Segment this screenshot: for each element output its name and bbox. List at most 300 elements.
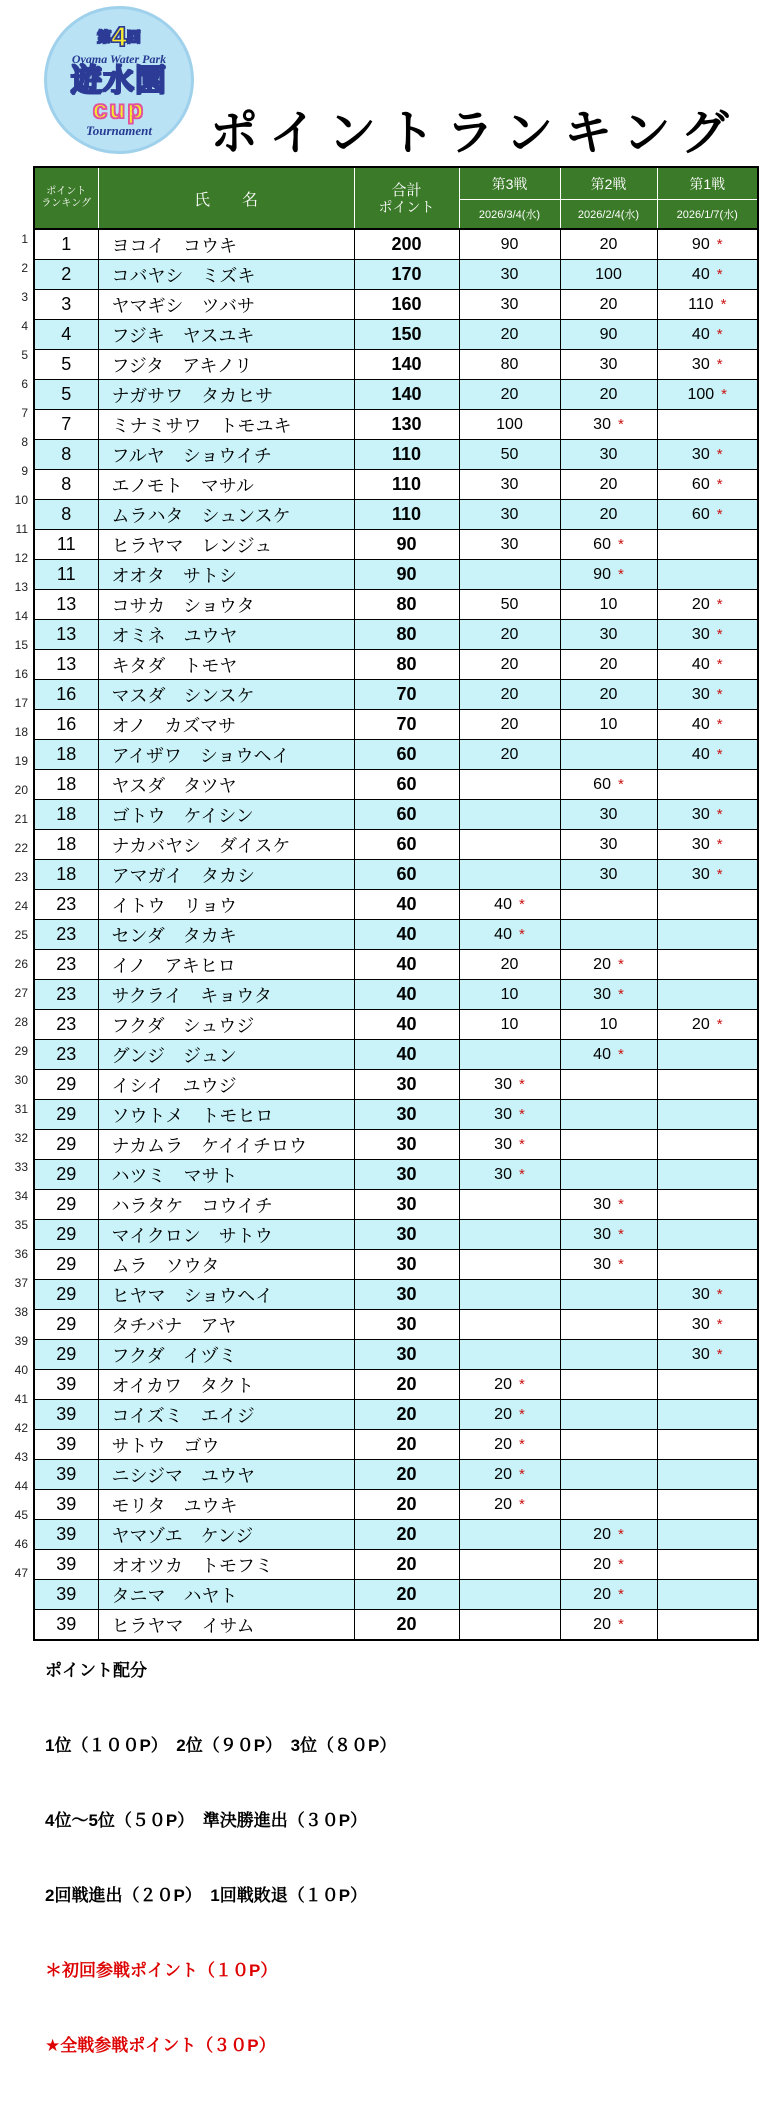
logo-edition: 第4回 bbox=[97, 21, 141, 53]
total-points-cell: 20 bbox=[354, 1580, 459, 1610]
round-points-cell bbox=[657, 590, 758, 620]
row-number: 30 bbox=[14, 1073, 28, 1087]
total-points-cell: 170 bbox=[354, 260, 459, 290]
round-points-cell bbox=[657, 920, 758, 950]
round-points-value: 20 bbox=[494, 1375, 512, 1393]
total-points-cell: 80 bbox=[354, 620, 459, 650]
rank-cell: 7 bbox=[34, 410, 98, 440]
round-points-cell bbox=[657, 710, 758, 740]
row-number: 28 bbox=[14, 1015, 28, 1029]
total-points-cell: 80 bbox=[354, 650, 459, 680]
total-points-cell: 20 bbox=[354, 1550, 459, 1580]
round-points-value: 10 bbox=[599, 1015, 618, 1033]
round-points-cell bbox=[459, 830, 560, 860]
round-points-cell bbox=[459, 680, 560, 710]
rank-cell: 39 bbox=[34, 1400, 98, 1430]
total-points-cell: 60 bbox=[354, 800, 459, 830]
first-entry-asterisk: * bbox=[716, 835, 723, 853]
player-name-cell: オミネ ユウヤ bbox=[98, 620, 354, 650]
player-name-cell: タチバナ アヤ bbox=[98, 1310, 354, 1340]
round-points-cell bbox=[657, 560, 758, 590]
table-row bbox=[34, 1070, 758, 1100]
round-points-value: 20 bbox=[599, 235, 618, 253]
player-name-cell: キタダ トモヤ bbox=[98, 650, 354, 680]
round-points-value: 100 bbox=[687, 385, 715, 403]
player-name-cell: イノ アキヒロ bbox=[98, 950, 354, 980]
rank-cell: 29 bbox=[34, 1340, 98, 1370]
round-points-cell bbox=[459, 290, 560, 320]
round-points-cell bbox=[459, 1100, 560, 1130]
table-row bbox=[34, 290, 758, 320]
round-points-value: 30 bbox=[691, 355, 710, 373]
round-points-cell bbox=[560, 410, 657, 440]
total-points-cell: 140 bbox=[354, 380, 459, 410]
round-points-cell bbox=[459, 1250, 560, 1280]
first-entry-asterisk: * bbox=[716, 865, 723, 883]
total-points-cell: 20 bbox=[354, 1430, 459, 1460]
round-points-value: 20 bbox=[691, 1015, 710, 1033]
row-number: 47 bbox=[14, 1566, 28, 1580]
round-points-cell bbox=[560, 470, 657, 500]
legend-line: 2回戦進出（２０P） 1回戦敗退（１０P） bbox=[45, 1886, 368, 1905]
round-points-cell bbox=[657, 1520, 758, 1550]
player-name-cell: フジタ アキノリ bbox=[98, 350, 354, 380]
header-name: 氏 名 bbox=[98, 167, 354, 229]
round-points-cell bbox=[657, 1310, 758, 1340]
row-number: 3 bbox=[21, 290, 28, 304]
round-points-value: 40 bbox=[691, 265, 710, 283]
round-points-cell bbox=[560, 350, 657, 380]
round-points-value: 30 bbox=[593, 415, 611, 433]
player-name-cell: オオツカ トモフミ bbox=[98, 1550, 354, 1580]
round-points-value: 20 bbox=[593, 1555, 611, 1573]
row-number: 42 bbox=[14, 1421, 28, 1435]
round-points-cell bbox=[459, 1550, 560, 1580]
round-points-cell bbox=[657, 470, 758, 500]
round-points-value: 10 bbox=[500, 1015, 519, 1033]
round-points-value: 30 bbox=[691, 625, 710, 643]
round-points-value: 30 bbox=[593, 1255, 611, 1273]
first-entry-asterisk: * bbox=[617, 1225, 624, 1243]
round-points-value: 30 bbox=[691, 805, 710, 823]
table-row bbox=[34, 1100, 758, 1130]
total-points-cell: 30 bbox=[354, 1280, 459, 1310]
table-row bbox=[34, 1370, 758, 1400]
round-points-cell bbox=[657, 380, 758, 410]
round-points-cell bbox=[560, 830, 657, 860]
first-entry-asterisk: * bbox=[720, 295, 727, 313]
rank-cell: 13 bbox=[34, 620, 98, 650]
round-points-cell bbox=[560, 1130, 657, 1160]
rank-cell: 29 bbox=[34, 1100, 98, 1130]
total-points-cell: 40 bbox=[354, 950, 459, 980]
table-row bbox=[34, 830, 758, 860]
round-points-value: 80 bbox=[500, 355, 519, 373]
round-points-value: 20 bbox=[599, 685, 618, 703]
round-points-value: 20 bbox=[593, 1615, 611, 1633]
first-entry-asterisk: * bbox=[518, 1075, 525, 1093]
total-points-cell: 40 bbox=[354, 980, 459, 1010]
table-row bbox=[34, 470, 758, 500]
round-points-cell bbox=[459, 1070, 560, 1100]
round-points-cell bbox=[459, 1340, 560, 1370]
total-points-cell: 80 bbox=[354, 590, 459, 620]
round-points-value: 30 bbox=[691, 865, 710, 883]
first-entry-asterisk: * bbox=[617, 955, 624, 973]
round-points-cell bbox=[459, 1460, 560, 1490]
row-number: 11 bbox=[15, 522, 28, 536]
table-row bbox=[34, 650, 758, 680]
round-points-value: 90 bbox=[593, 565, 611, 583]
round-points-value: 30 bbox=[691, 445, 710, 463]
row-number: 34 bbox=[14, 1189, 28, 1203]
round-points-cell bbox=[459, 770, 560, 800]
first-entry-asterisk: * bbox=[518, 1405, 525, 1423]
round-points-value: 30 bbox=[599, 805, 618, 823]
round-points-value: 20 bbox=[593, 1585, 611, 1603]
round-points-value: 20 bbox=[593, 955, 611, 973]
round-points-cell bbox=[657, 1460, 758, 1490]
round-points-cell bbox=[459, 980, 560, 1010]
table-row bbox=[34, 500, 758, 530]
round-points-value: 30 bbox=[494, 1075, 512, 1093]
table-row bbox=[34, 1040, 758, 1070]
first-entry-asterisk: * bbox=[716, 355, 723, 373]
rank-cell: 2 bbox=[34, 260, 98, 290]
player-name-cell: イシイ ユウジ bbox=[98, 1070, 354, 1100]
round-points-cell bbox=[560, 1070, 657, 1100]
row-number: 16 bbox=[14, 667, 28, 681]
round-points-cell bbox=[657, 1220, 758, 1250]
row-number: 35 bbox=[14, 1218, 28, 1232]
row-number: 14 bbox=[14, 609, 28, 623]
row-number: 15 bbox=[14, 638, 28, 652]
round-points-value: 20 bbox=[494, 1495, 512, 1513]
round-points-value: 40 bbox=[494, 925, 512, 943]
total-points-cell: 60 bbox=[354, 830, 459, 860]
player-name-cell: ヤスダ タツヤ bbox=[98, 770, 354, 800]
table-row bbox=[34, 950, 758, 980]
total-points-cell: 30 bbox=[354, 1130, 459, 1160]
player-name-cell: マイクロン サトウ bbox=[98, 1220, 354, 1250]
player-name-cell: オノ カズマサ bbox=[98, 710, 354, 740]
logo-cup-text: cup bbox=[92, 93, 146, 124]
round-points-cell bbox=[459, 1490, 560, 1520]
round-points-cell bbox=[560, 1340, 657, 1370]
round-points-cell bbox=[459, 260, 560, 290]
player-name-cell: ムラハタ シュンスケ bbox=[98, 500, 354, 530]
legend-line: 4位～5位（５０P） 準決勝進出（３０P） bbox=[45, 1811, 368, 1830]
header-round-1: 第1戦 bbox=[657, 167, 758, 200]
player-name-cell: ヒラヤマ イサム bbox=[98, 1610, 354, 1641]
round-points-cell bbox=[459, 560, 560, 590]
table-row bbox=[34, 980, 758, 1010]
round-points-cell bbox=[657, 1280, 758, 1310]
rank-cell: 5 bbox=[34, 380, 98, 410]
round-points-cell bbox=[657, 650, 758, 680]
rank-cell: 23 bbox=[34, 920, 98, 950]
first-entry-asterisk: * bbox=[716, 325, 723, 343]
round-points-value: 30 bbox=[500, 535, 519, 553]
player-name-cell: コサカ ショウタ bbox=[98, 590, 354, 620]
first-entry-asterisk: * bbox=[617, 1525, 624, 1543]
round-points-value: 30 bbox=[691, 1285, 710, 1303]
round-points-cell bbox=[657, 830, 758, 860]
row-number: 10 bbox=[14, 493, 28, 507]
row-number: 21 bbox=[14, 812, 28, 826]
first-entry-asterisk: * bbox=[617, 1195, 624, 1213]
round-points-cell bbox=[459, 410, 560, 440]
table-row bbox=[34, 229, 758, 260]
round-points-cell bbox=[459, 650, 560, 680]
total-points-cell: 20 bbox=[354, 1460, 459, 1490]
round-points-cell bbox=[459, 1220, 560, 1250]
player-name-cell: マスダ シンスケ bbox=[98, 680, 354, 710]
round-points-value: 30 bbox=[500, 505, 519, 523]
round-points-cell bbox=[560, 800, 657, 830]
row-number: 1 bbox=[21, 232, 28, 246]
rank-cell: 39 bbox=[34, 1490, 98, 1520]
header-round-2: 第2戦 bbox=[560, 167, 657, 200]
total-points-cell: 30 bbox=[354, 1070, 459, 1100]
round-points-cell bbox=[459, 1580, 560, 1610]
round-points-cell bbox=[657, 620, 758, 650]
round-points-value: 20 bbox=[494, 1435, 512, 1453]
player-name-cell: モリタ ユウキ bbox=[98, 1490, 354, 1520]
row-number: 33 bbox=[14, 1160, 28, 1174]
round-points-cell bbox=[459, 860, 560, 890]
round-points-cell bbox=[560, 860, 657, 890]
rank-cell: 11 bbox=[34, 560, 98, 590]
row-number: 32 bbox=[14, 1131, 28, 1145]
round-points-value: 30 bbox=[599, 865, 618, 883]
round-points-cell bbox=[459, 380, 560, 410]
total-points-cell: 40 bbox=[354, 1010, 459, 1040]
round-points-cell bbox=[657, 1070, 758, 1100]
round-points-cell bbox=[459, 320, 560, 350]
player-name-cell: グンジ ジュン bbox=[98, 1040, 354, 1070]
rank-cell: 29 bbox=[34, 1160, 98, 1190]
first-entry-asterisk: * bbox=[716, 475, 723, 493]
round-points-cell bbox=[560, 920, 657, 950]
total-points-cell: 30 bbox=[354, 1100, 459, 1130]
rank-cell: 39 bbox=[34, 1550, 98, 1580]
total-points-cell: 20 bbox=[354, 1370, 459, 1400]
table-row bbox=[34, 1310, 758, 1340]
player-name-cell: コバヤシ ミズキ bbox=[98, 260, 354, 290]
rank-cell: 29 bbox=[34, 1190, 98, 1220]
rank-cell: 11 bbox=[34, 530, 98, 560]
round-points-cell bbox=[657, 1370, 758, 1400]
total-points-cell: 40 bbox=[354, 920, 459, 950]
rank-cell: 16 bbox=[34, 680, 98, 710]
total-points-cell: 110 bbox=[354, 470, 459, 500]
total-points-cell: 20 bbox=[354, 1610, 459, 1641]
round-points-cell bbox=[657, 1400, 758, 1430]
player-name-cell: フジキ ヤスユキ bbox=[98, 320, 354, 350]
round-points-cell bbox=[560, 1550, 657, 1580]
rank-cell: 18 bbox=[34, 830, 98, 860]
round-points-cell bbox=[560, 1400, 657, 1430]
round-points-cell bbox=[459, 1430, 560, 1460]
round-points-cell bbox=[657, 1190, 758, 1220]
rank-cell: 18 bbox=[34, 800, 98, 830]
player-name-cell: アイザワ ショウヘイ bbox=[98, 740, 354, 770]
round-points-cell bbox=[459, 1160, 560, 1190]
round-points-cell bbox=[560, 1220, 657, 1250]
player-name-cell: サトウ ゴウ bbox=[98, 1430, 354, 1460]
row-number: 38 bbox=[14, 1305, 28, 1319]
rank-cell: 29 bbox=[34, 1310, 98, 1340]
round-points-cell bbox=[560, 500, 657, 530]
player-name-cell: コイズミ エイジ bbox=[98, 1400, 354, 1430]
logo-park-name: Oyama Water Park bbox=[71, 51, 167, 66]
round-points-cell bbox=[560, 229, 657, 260]
round-points-cell bbox=[657, 890, 758, 920]
first-entry-asterisk: * bbox=[617, 1555, 624, 1573]
total-points-cell: 30 bbox=[354, 1310, 459, 1340]
round-points-value: 30 bbox=[599, 355, 618, 373]
legend-line: 1位（１００P） 2位（９０P） 3位（８０P） bbox=[45, 1736, 397, 1755]
row-number: 5 bbox=[21, 348, 28, 362]
logo-park-kanji: 遊水園 bbox=[71, 63, 167, 99]
round-points-cell bbox=[657, 1610, 758, 1641]
round-points-cell bbox=[560, 740, 657, 770]
round-points-value: 30 bbox=[593, 985, 611, 1003]
table-row bbox=[34, 1460, 758, 1490]
player-name-cell: ムラ ソウタ bbox=[98, 1250, 354, 1280]
round-points-value: 20 bbox=[500, 385, 519, 403]
round-points-cell bbox=[657, 860, 758, 890]
first-entry-asterisk: * bbox=[716, 715, 723, 733]
round-points-value: 20 bbox=[500, 625, 519, 643]
first-entry-asterisk: * bbox=[716, 505, 723, 523]
rank-cell: 39 bbox=[34, 1610, 98, 1641]
round-points-cell bbox=[459, 590, 560, 620]
total-points-cell: 200 bbox=[354, 229, 459, 260]
round-points-cell bbox=[560, 440, 657, 470]
round-points-value: 20 bbox=[599, 655, 618, 673]
table-row bbox=[34, 1550, 758, 1580]
first-entry-asterisk: * bbox=[617, 1585, 624, 1603]
round-points-cell bbox=[657, 500, 758, 530]
row-number: 13 bbox=[14, 580, 28, 594]
header-round-3: 第3戦 bbox=[459, 167, 560, 200]
row-number: 24 bbox=[14, 899, 28, 913]
round-points-cell bbox=[657, 950, 758, 980]
rank-cell: 8 bbox=[34, 500, 98, 530]
row-number: 39 bbox=[14, 1334, 28, 1348]
player-name-cell: ヒラヤマ レンジュ bbox=[98, 530, 354, 560]
rank-cell: 29 bbox=[34, 1280, 98, 1310]
round-points-cell bbox=[657, 320, 758, 350]
table-row bbox=[34, 560, 758, 590]
round-points-cell bbox=[657, 1250, 758, 1280]
round-points-cell bbox=[657, 1010, 758, 1040]
table-row bbox=[34, 860, 758, 890]
round-points-cell bbox=[560, 1190, 657, 1220]
round-points-cell bbox=[459, 350, 560, 380]
round-points-value: 20 bbox=[494, 1465, 512, 1483]
round-points-cell bbox=[459, 500, 560, 530]
round-points-value: 20 bbox=[500, 325, 519, 343]
round-points-cell bbox=[560, 1010, 657, 1040]
player-name-cell: ニシジマ ユウヤ bbox=[98, 1460, 354, 1490]
round-points-value: 20 bbox=[500, 955, 519, 973]
round-points-value: 30 bbox=[500, 475, 519, 493]
round-points-cell bbox=[657, 800, 758, 830]
first-entry-asterisk: * bbox=[617, 415, 624, 433]
legend-first-entry: ＊初回参戦ポイント（１０P） bbox=[45, 1961, 278, 1980]
round-points-cell bbox=[459, 710, 560, 740]
table-row bbox=[34, 1520, 758, 1550]
round-points-value: 40 bbox=[691, 655, 710, 673]
round-points-value: 30 bbox=[494, 1135, 512, 1153]
player-name-cell: ヤマギシ ツバサ bbox=[98, 290, 354, 320]
round-points-cell bbox=[459, 1190, 560, 1220]
table-row bbox=[34, 1250, 758, 1280]
row-number: 12 bbox=[14, 551, 28, 565]
round-points-cell bbox=[560, 290, 657, 320]
first-entry-asterisk: * bbox=[518, 1165, 525, 1183]
table-row bbox=[34, 320, 758, 350]
round-points-value: 20 bbox=[599, 385, 618, 403]
round-points-cell bbox=[459, 890, 560, 920]
player-name-cell: フルヤ ショウイチ bbox=[98, 440, 354, 470]
points-legend bbox=[45, 1608, 396, 2108]
row-number: 27 bbox=[14, 986, 28, 1000]
first-entry-asterisk: * bbox=[716, 1285, 723, 1303]
rank-cell: 23 bbox=[34, 1040, 98, 1070]
round-points-cell bbox=[459, 1310, 560, 1340]
row-number: 7 bbox=[21, 406, 28, 420]
rank-cell: 39 bbox=[34, 1430, 98, 1460]
total-points-cell: 70 bbox=[354, 680, 459, 710]
row-number: 20 bbox=[14, 783, 28, 797]
row-number: 18 bbox=[14, 725, 28, 739]
round-points-cell bbox=[560, 890, 657, 920]
row-number: 40 bbox=[14, 1363, 28, 1377]
rank-cell: 13 bbox=[34, 650, 98, 680]
round-points-cell bbox=[560, 1040, 657, 1070]
round-points-cell bbox=[459, 1130, 560, 1160]
round-points-value: 60 bbox=[691, 475, 710, 493]
round-points-cell bbox=[560, 1580, 657, 1610]
round-points-cell bbox=[459, 1280, 560, 1310]
row-number: 29 bbox=[14, 1044, 28, 1058]
total-points-cell: 30 bbox=[354, 1220, 459, 1250]
table-row bbox=[34, 740, 758, 770]
total-points-cell: 30 bbox=[354, 1250, 459, 1280]
row-number: 8 bbox=[21, 435, 28, 449]
round-points-cell bbox=[657, 1040, 758, 1070]
legend-title: ポイント配分 bbox=[45, 1661, 147, 1680]
header-total: 合計 ポイント bbox=[354, 167, 459, 229]
round-points-value: 50 bbox=[500, 595, 519, 613]
total-points-cell: 110 bbox=[354, 500, 459, 530]
round-points-value: 100 bbox=[496, 415, 523, 433]
rank-cell: 23 bbox=[34, 980, 98, 1010]
round-points-cell bbox=[459, 620, 560, 650]
table-row bbox=[34, 380, 758, 410]
row-number: 26 bbox=[14, 957, 28, 971]
rank-cell: 29 bbox=[34, 1070, 98, 1100]
round-points-cell bbox=[560, 1430, 657, 1460]
rank-cell: 29 bbox=[34, 1130, 98, 1160]
rank-cell: 16 bbox=[34, 710, 98, 740]
round-points-value: 60 bbox=[691, 505, 710, 523]
player-name-cell: サクライ キョウタ bbox=[98, 980, 354, 1010]
